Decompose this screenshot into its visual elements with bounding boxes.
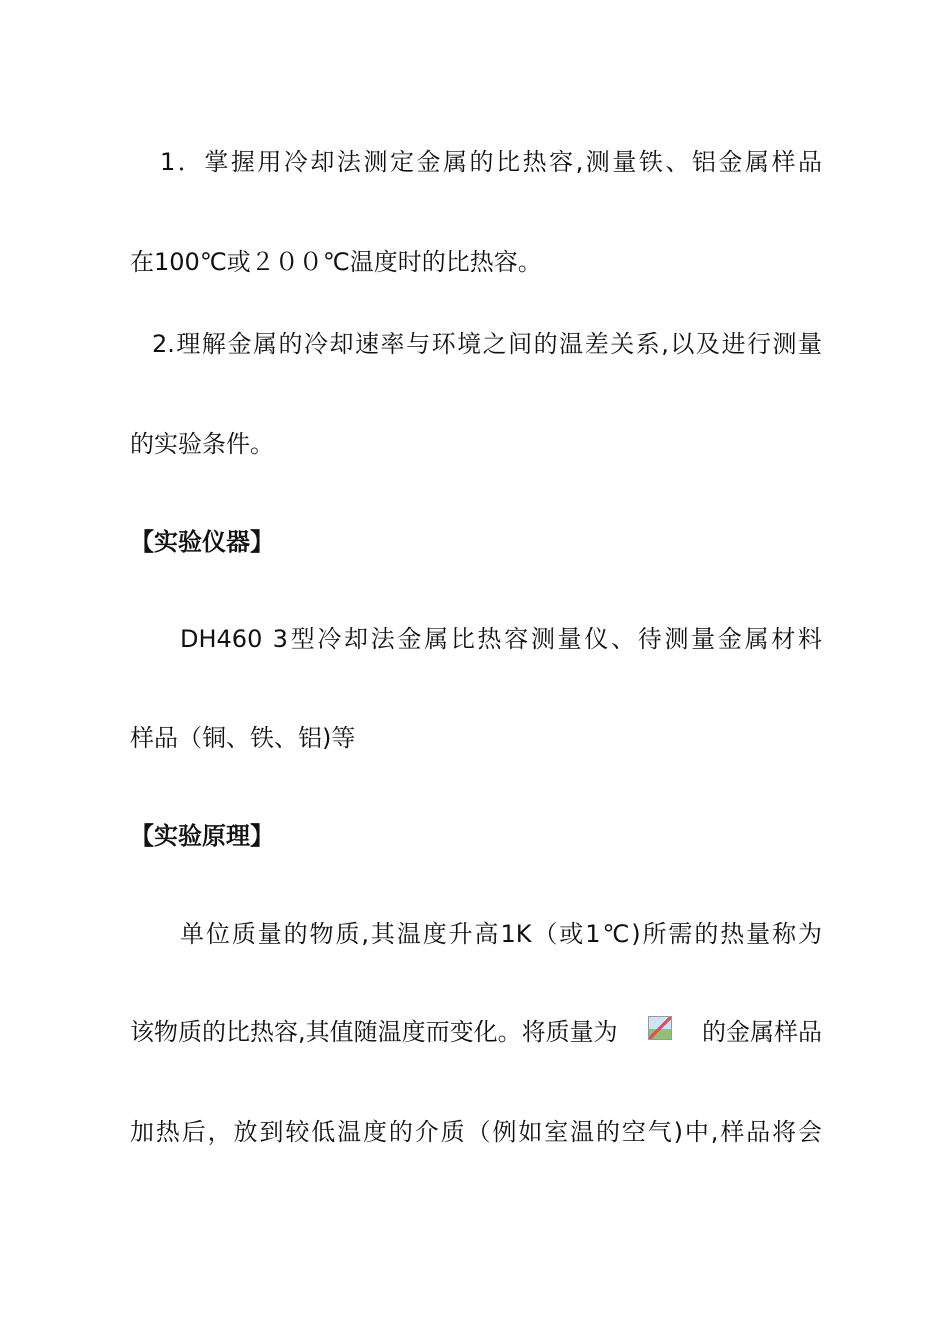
paragraph-principle-line-2-part-a: 该物质的比热容,其值随温度而变化。将质量为 xyxy=(130,1018,618,1046)
paragraph-principle-line-3: 加热后，放到较低温度的介质（例如室温的空气)中,样品将会 xyxy=(130,1118,822,1146)
paragraph-principle-line-1: 单位质量的物质,其温度升高1K（或1℃)所需的热量称为 xyxy=(180,920,822,948)
paragraph-objective-2-line-1: 2.理解金属的冷却速率与环境之间的温差关系,以及进行测量 xyxy=(152,330,822,358)
paragraph-principle-line-2 xyxy=(130,1016,822,1048)
paragraph-instruments-line-1: DH460 3型冷却法金属比热容测量仪、待测量金属材料 xyxy=(180,625,822,653)
heading-principle: 【实验原理】 xyxy=(130,822,274,850)
broken-image-icon xyxy=(648,1016,672,1040)
paragraph-objective-1-line-1: 1．掌握用冷却法测定金属的比热容,测量铁、铝金属样品 xyxy=(160,148,822,176)
heading-instruments: 【实验仪器】 xyxy=(130,528,274,556)
paragraph-objective-2-line-2: 的实验条件。 xyxy=(130,430,274,458)
paragraph-objective-1-line-2: 在100℃或２００℃温度时的比热容。 xyxy=(130,248,542,276)
paragraph-principle-line-2-part-b: 的金属样品 xyxy=(701,1018,822,1046)
paragraph-instruments-line-2: 样品（铜、铁、铝)等 xyxy=(130,724,356,752)
